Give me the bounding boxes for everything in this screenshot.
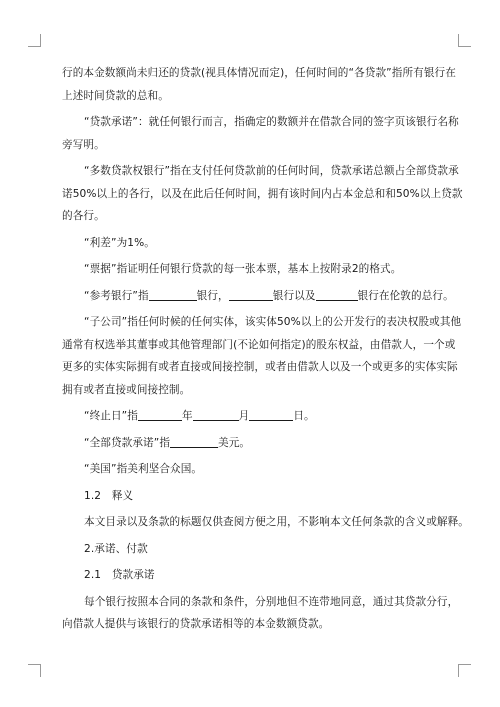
crop-mark-bottom-right [458,664,471,677]
text-fragment: 日。 [293,410,315,422]
crop-mark-bottom-left [28,664,41,677]
text-line: 向借款人提供与该银行的贷款承诺相等的本金数额贷款。 [62,618,330,630]
text-line: “贷款承诺”：就任何银行而言，指确定的数额并在借款合同的签字页该银行名称 [84,116,459,128]
text-line: 拥有或者直接或间接控制。 [62,383,191,396]
paragraph-loan-commitment [62,111,459,156]
text-line: “票据”指证明任何银行贷款的每一张本票，基本上按附录2的格式。 [84,263,402,275]
paragraph-margin [62,232,454,255]
paragraph-total-commitment [62,432,454,455]
paragraph-reference-banks [62,285,454,308]
paragraph-termination-date [62,405,454,428]
text-line: 上述时间贷款的总和。 [62,89,169,102]
paragraph-outstanding-loans [62,62,454,107]
text-fragment: “参考银行”指 [84,289,149,302]
text-line: “多数贷款权银行”指在支付任何贷款前的任何时间，贷款承诺总额占全部贷款承 [84,165,459,177]
section-heading-1-2: 1.2 释义 [84,489,134,502]
crop-mark-top-left [28,34,41,47]
text-line: 的各行。 [62,210,105,222]
text-fragment: 年 [181,410,193,422]
paragraph-interpretation: 本文目录以及条款的标题仅供查阅方便之用，不影响本文任何条款的含义或解释。 [84,516,469,528]
text-fragment: 银行， [196,289,229,302]
text-fragment: 月 [238,410,250,422]
text-line: 行的本金数额尚未归还的贷款(视具体情况而定)，任何时间的“各贷款”指所有银行在 [62,67,456,79]
blank-line [138,408,182,421]
crop-mark-top-right [458,34,471,47]
text-fragment: 银行以及 [272,289,316,302]
text-fragment: 美元。 [218,436,251,449]
blank-line [149,288,197,301]
blank-line [170,435,218,448]
blank-line [316,288,358,301]
text-fragment: 银行在伦敦的总行。 [357,289,454,302]
text-line: “子公司”指任何时候的任何实体，该实体50%以上的公开发行的表决权股或其他 [84,316,462,328]
text-fragment: “全部贷款承诺”指 [84,436,171,449]
section-heading-2-1: 2.1 贷款承诺 [84,569,155,581]
paragraph-notes [62,258,454,281]
text-line: 每个银行按照本合同的条款和条件，分别地但不连带地同意，通过其贷款分行， [84,595,459,608]
text-line: “利差”为1%。 [84,236,155,249]
blank-line [229,288,273,301]
text-line: 诺50%以上的各行，以及在此后任何时间，拥有该时间内占本金总和和50%以上贷款 [62,187,463,200]
paragraph-loan-commitment-terms [62,591,459,636]
blank-line [193,408,239,421]
section-heading-2: 2.承诺、付款 [84,542,148,555]
document-body [62,62,469,640]
paragraph-subsidiary [62,311,462,401]
text-fragment: “终止日”指 [84,410,138,422]
blank-line [249,408,293,421]
paragraph-majority-banks [62,160,463,228]
text-line: 通常有权选举其董事或其他管理部门(不论如何指定)的股东权益，由借款人，一个或 [62,338,456,351]
text-line: 更多的实体实际拥有或者直接或间接控制，或者由借款人以及一个或更多的实体实际 [62,361,458,373]
text-line: 旁写明。 [62,138,105,151]
paragraph-usa: “美国”指美利坚合众国。 [84,463,203,475]
